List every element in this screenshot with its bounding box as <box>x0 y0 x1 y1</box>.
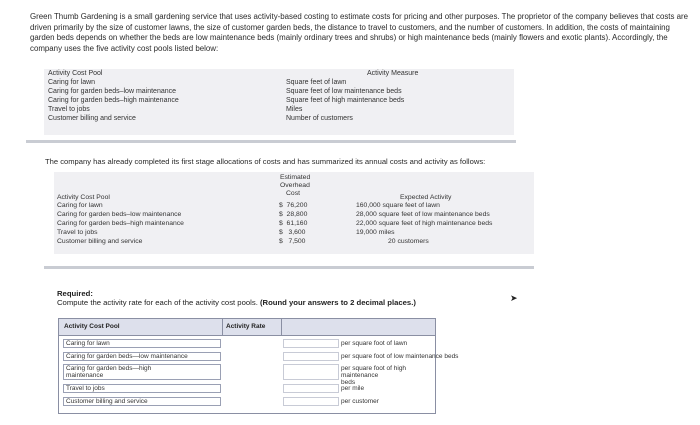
rate-input-lawn[interactable] <box>283 339 339 348</box>
activity-pools-table <box>44 69 514 135</box>
cursor-arrow-icon: ➤ <box>510 293 518 303</box>
unit-high-maint-line1: per square foot of high maintenance <box>341 365 407 380</box>
problem-intro-text: Green Thumb Gardening is a small gardening service that uses activity-based costing to estimate costs for pricing and other purposes. The proprietor of the company believes that costs are driven primarily by the size of customer lawns, the size of customer garden beds, the distance to travel to customers, and the number of customers. In addition, the costs of maintaining garden beds depends on whether the beds are low maintenance beds (mainly ordinary trees and shrubs) or high maintenance beds (mainly flowers and exotic plants). Accordingly, the company uses the five activity cost pools listed below: <box>30 12 689 53</box>
measure-billing: Number of customers <box>286 115 353 122</box>
answer-table <box>58 318 459 414</box>
answer-pool-low-maint: Caring for garden beds—low maintenance <box>63 352 221 361</box>
header-cost-line3: Cost <box>286 190 300 197</box>
pool-travel: Travel to jobs <box>48 106 90 113</box>
required-text: Compute the activity rate for each of the activity cost pools. <box>57 298 258 307</box>
answer-header-pool: Activity Cost Pool <box>64 323 120 330</box>
cost-lawn: $ 76,200 <box>279 202 308 209</box>
answer-pool-high-maint <box>63 364 221 380</box>
answer-pool-lawn: Caring for lawn <box>63 339 221 348</box>
answer-pool-high-maint-line2: maintenance <box>66 372 104 380</box>
rate-input-travel[interactable] <box>283 384 339 393</box>
header-activity-measure: Activity Measure <box>367 70 419 77</box>
answer-header-rate: Activity Rate <box>226 323 266 330</box>
measure-lawn: Square feet of lawn <box>286 79 347 86</box>
answer-header-blank <box>282 319 435 336</box>
cost-high-maint: $ 61,160 <box>279 220 308 227</box>
divider <box>26 140 516 143</box>
header-activity-cost-pool: Activity Cost Pool <box>48 70 103 77</box>
header-cost-line1: Estimated <box>280 174 311 181</box>
activity-billing: 20 customers <box>388 238 429 245</box>
unit-low-maint: per square foot of low maintenance beds <box>341 353 459 360</box>
cost-low-maint: $ 28,800 <box>279 211 308 218</box>
pool-low-maint: Caring for garden beds–low maintenance <box>57 211 182 218</box>
required-instruction <box>57 298 416 307</box>
unit-high-maint-line2: beds <box>341 379 356 387</box>
cost-travel: $ 3,600 <box>279 229 306 236</box>
activity-travel: 19,000 miles <box>356 229 395 236</box>
pool-high-maint: Caring for garden beds–high maintenance <box>57 220 184 227</box>
pool-low-maint: Caring for garden beds–low maintenance <box>48 88 177 95</box>
pool-billing: Customer billing and service <box>48 115 136 122</box>
header-expected-activity: Expected Activity <box>400 194 452 201</box>
rate-input-low-maint[interactable] <box>283 352 339 361</box>
allocation-summary-text: The company has already completed its first stage allocations of costs and has summarized its annual costs and activity as follows: <box>45 157 486 166</box>
rounding-note: (Round your answers to 2 decimal places.) <box>259 298 416 307</box>
pool-lawn: Caring for lawn <box>57 202 103 209</box>
unit-lawn: per square foot of lawn <box>341 340 408 347</box>
measure-low-maint: Square feet of low maintenance beds <box>286 88 402 95</box>
answer-header-rate-cell <box>223 319 282 336</box>
pool-billing: Customer billing and service <box>57 238 143 245</box>
header-cost-line2: Overhead <box>280 182 310 189</box>
activity-high-maint: 22,000 square feet of high maintenance beds <box>356 220 493 227</box>
answer-header-pool-cell <box>59 319 223 336</box>
header-activity-cost-pool: Activity Cost Pool <box>57 194 110 201</box>
cost-billing: $ 7,500 <box>279 238 306 245</box>
divider <box>44 266 534 269</box>
pool-lawn: Caring for lawn <box>48 79 96 86</box>
answer-pool-travel: Travel to jobs <box>63 384 221 393</box>
measure-travel: Miles <box>286 106 303 113</box>
rate-input-high-maint[interactable] <box>283 364 339 380</box>
activity-low-maint: 28,000 square feet of low maintenance beds <box>356 211 490 218</box>
pool-high-maint: Caring for garden beds–high maintenance <box>48 97 179 104</box>
activity-lawn: 160,000 square feet of lawn <box>356 202 440 209</box>
required-heading: Required: <box>57 289 93 298</box>
unit-billing: per customer <box>341 398 379 405</box>
unit-travel: per mile <box>341 385 365 392</box>
answer-pool-billing: Customer billing and service <box>63 397 221 406</box>
cost-activity-table <box>54 172 534 254</box>
answer-pool-high-maint-line1: Caring for garden beds—high <box>66 365 152 372</box>
rate-input-billing[interactable] <box>283 397 339 406</box>
measure-high-maint: Square feet of high maintenance beds <box>286 97 405 104</box>
pool-travel: Travel to jobs <box>57 229 98 236</box>
unit-high-maint <box>341 365 433 387</box>
